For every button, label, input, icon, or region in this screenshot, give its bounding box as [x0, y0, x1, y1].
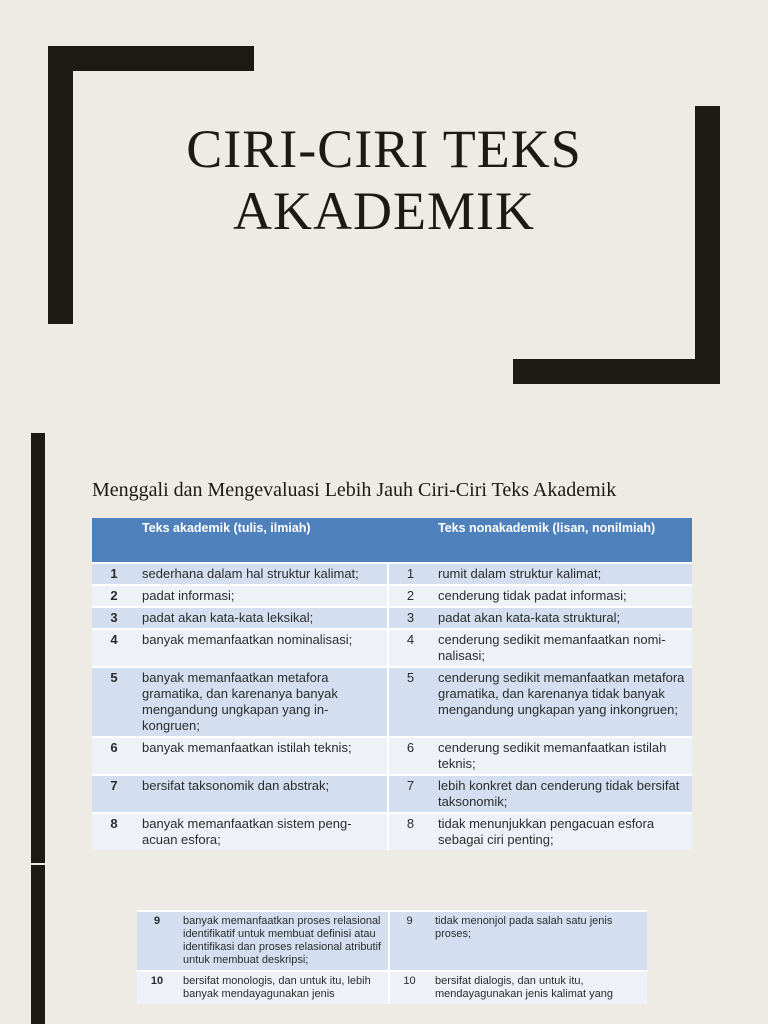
academic-cell: banyak memanfaatkan proses relasional identifikatif untuk membuat definisi atau identifikasi dan proses relasional atributif untuk membuat deskripsi; [177, 911, 389, 971]
academic-cell: banyak memanfaatkan nominalisasi; [136, 629, 388, 667]
title-slide [0, 0, 768, 418]
row-number: 5 [92, 667, 136, 737]
slide-subtitle: Menggali dan Mengevaluasi Lebih Jauh Ciri-Ciri Teks Akademik [92, 479, 617, 501]
table-row [92, 737, 692, 775]
row-number: 7 [92, 775, 136, 813]
row-number: 1 [92, 563, 136, 585]
academic-cell: banyak memanfaatkan istilah teknis; [136, 737, 388, 775]
left-accent-bar [31, 433, 45, 863]
academic-cell: sederhana dalam hal struktur kalimat; [136, 563, 388, 585]
row-number: 6 [92, 737, 136, 775]
nonacademic-cell: cenderung sedikit memanfaatkan nomi- nalisasi; [432, 629, 692, 667]
header-nonacademic: Teks nonakademik (lisan, nonilmiah) [432, 518, 692, 563]
nonacademic-cell: padat akan kata-kata struktural; [432, 607, 692, 629]
nonacademic-cell: lebih konkret dan cenderung tidak bersifat taksonomik; [432, 775, 692, 813]
table-row [92, 585, 692, 607]
nonacademic-cell: tidak menunjukkan pengacuan esfora sebagai ciri penting; [432, 813, 692, 850]
comparison-table-continued [137, 910, 647, 1004]
row-number: 9 [389, 911, 429, 971]
row-number: 1 [388, 563, 432, 585]
row-number: 4 [388, 629, 432, 667]
academic-cell: bersifat monologis, dan untuk itu, lebih banyak mendayagunakan jenis [177, 971, 389, 1004]
nonacademic-cell: tidak menonjol pada salah satu jenis proses; [429, 911, 647, 971]
row-number: 2 [388, 585, 432, 607]
row-number: 10 [137, 971, 177, 1004]
academic-cell: padat informasi; [136, 585, 388, 607]
row-number: 4 [92, 629, 136, 667]
table-header-row [92, 518, 692, 563]
row-number: 3 [388, 607, 432, 629]
frame-corner-bottom-right-vertical [695, 106, 720, 384]
content-slide [0, 418, 768, 1024]
academic-cell: banyak memanfaatkan metafora gramatika, dan karenanya banyak mengandung ungkapan yang in- kongruen; [136, 667, 388, 737]
row-number: 9 [137, 911, 177, 971]
slide-title [120, 118, 648, 242]
left-accent-bar-lower [31, 865, 45, 1024]
table-row [92, 813, 692, 850]
row-number: 5 [388, 667, 432, 737]
comparison-table [92, 518, 692, 850]
table-row [92, 607, 692, 629]
table-row [92, 629, 692, 667]
nonacademic-cell: cenderung sedikit memanfaatkan istilah teknis; [432, 737, 692, 775]
nonacademic-cell: cenderung sedikit memanfaatkan metafora gramatika, dan karenanya tidak banyak mengandung ungkapan yang inkongruen; [432, 667, 692, 737]
academic-cell: padat akan kata-kata leksikal; [136, 607, 388, 629]
slide-title-line-2: AKADEMIK [233, 181, 535, 241]
table-row [92, 563, 692, 585]
row-number: 7 [388, 775, 432, 813]
table-row [92, 667, 692, 737]
row-number: 8 [92, 813, 136, 850]
row-number: 8 [388, 813, 432, 850]
nonacademic-cell: bersifat dialogis, dan untuk itu, mendayagunakan jenis kalimat yang [429, 971, 647, 1004]
frame-corner-bottom-right-horizontal [513, 359, 720, 384]
row-number: 2 [92, 585, 136, 607]
slide-title-line-1: CIRI-CIRI TEKS [186, 119, 582, 179]
frame-corner-top-left-vertical [48, 46, 73, 324]
nonacademic-cell: cenderung tidak padat informasi; [432, 585, 692, 607]
header-academic: Teks akademik (tulis, ilmiah) [136, 518, 388, 563]
row-number: 3 [92, 607, 136, 629]
academic-cell: bersifat taksonomik dan abstrak; [136, 775, 388, 813]
frame-corner-top-left-horizontal [48, 46, 254, 71]
table-row [92, 775, 692, 813]
nonacademic-cell: rumit dalam struktur kalimat; [432, 563, 692, 585]
academic-cell: banyak memanfaatkan sistem peng- acuan esfora; [136, 813, 388, 850]
row-number: 6 [388, 737, 432, 775]
table-row [137, 971, 647, 1004]
table-row [137, 911, 647, 971]
row-number: 10 [389, 971, 429, 1004]
